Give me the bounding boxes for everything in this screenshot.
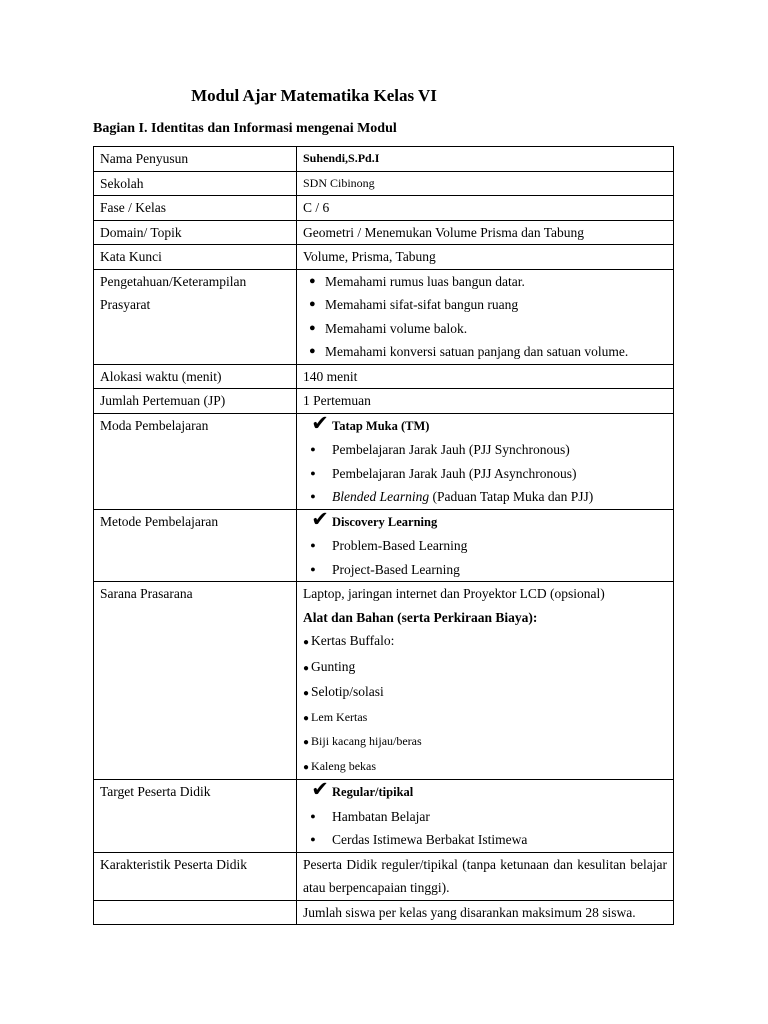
- label-cell: Sekolah: [94, 171, 297, 196]
- label-cell: Alokasi waktu (menit): [94, 364, 297, 389]
- list-item-checked: [303, 410, 667, 439]
- value-cell: Geometri / Menemukan Volume Prisma dan Tabung: [297, 220, 674, 245]
- label-cell: [94, 269, 297, 364]
- item-label: Cerdas Istimewa Berbakat Istimewa: [332, 832, 528, 847]
- list-item: ● Kertas Buffalo:: [303, 629, 667, 655]
- list-item: ● Memahami rumus luas bangun datar.: [303, 270, 667, 294]
- value-cell: [297, 269, 674, 364]
- check-icon: ✔: [311, 506, 329, 531]
- value-cell: [297, 582, 674, 780]
- row-jumlah-siswa: [94, 900, 674, 925]
- list-item: ● Memahami konversi satuan panjang dan satuan volume.: [303, 340, 667, 364]
- list-item: [303, 462, 667, 486]
- item-label: Discovery Learning: [332, 514, 438, 529]
- bullet-icon: ●: [310, 834, 316, 844]
- list-item: ● Kaleng bekas: [303, 755, 667, 780]
- item-label: (Paduan Tatap Muka dan PJJ): [432, 489, 594, 504]
- metode-list: [303, 506, 667, 582]
- row-sekolah: [94, 171, 674, 196]
- list-item: ● Biji kacang hijau/beras: [303, 730, 667, 755]
- list-item-checked: [303, 777, 667, 805]
- bullet-icon: ●: [310, 563, 316, 574]
- sarana-line: Laptop, jaringan internet dan Proyektor LCD (opsional): [303, 586, 605, 601]
- item-label: Problem-Based Learning: [332, 538, 468, 553]
- label-cell: Karakteristik Peserta Didik: [94, 852, 297, 900]
- label-cell: Fase / Kelas: [94, 196, 297, 221]
- label-cell: [94, 900, 297, 925]
- bullet-icon: ●: [310, 444, 316, 454]
- list-item: ● Memahami sifat-sifat bangun ruang: [303, 293, 667, 317]
- alat-bahan-list: [303, 629, 667, 779]
- label-cell: Target Peserta Didik: [94, 780, 297, 853]
- item-label-italic: Blended Learning: [332, 489, 430, 504]
- row-moda-pembelajaran: [94, 413, 674, 509]
- label-cell: Moda Pembelajaran: [94, 413, 297, 509]
- list-item: ● Lem Kertas: [303, 706, 667, 731]
- label-cell: Domain/ Topik: [94, 220, 297, 245]
- row-kata-kunci: [94, 245, 674, 270]
- row-sarana-prasarana: [94, 582, 674, 780]
- label-cell: Sarana Prasarana: [94, 582, 297, 780]
- value-cell: C / 6: [297, 196, 674, 221]
- document-title: Modul Ajar Matematika Kelas VI: [191, 86, 437, 105]
- label-cell: Metode Pembelajaran: [94, 509, 297, 582]
- value-cell: Suhendi,S.Pd.I: [297, 147, 674, 172]
- row-nama-penyusun: [94, 147, 674, 172]
- row-jumlah-pertemuan: [94, 389, 674, 414]
- item-label: Project-Based Learning: [332, 561, 460, 577]
- label-cell: Jumlah Pertemuan (JP): [94, 389, 297, 414]
- value-cell: [297, 506, 674, 582]
- row-alokasi-waktu: [94, 364, 674, 389]
- list-item-checked: [303, 506, 667, 535]
- prasyarat-list: [303, 270, 667, 364]
- list-item: [303, 438, 667, 462]
- row-target-peserta-didik: [94, 780, 674, 853]
- value-cell: Jumlah siswa per kelas yang disarankan maksimum 28 siswa.: [297, 900, 674, 925]
- list-item: [303, 558, 667, 582]
- value-cell: [297, 410, 674, 509]
- target-list: [303, 777, 667, 852]
- label-line: Prasyarat: [100, 297, 151, 312]
- list-item: [303, 828, 667, 852]
- value-cell: 140 menit: [297, 364, 674, 389]
- label-cell: Kata Kunci: [94, 245, 297, 270]
- alat-bahan-heading: Alat dan Bahan (serta Perkiraan Biaya):: [303, 609, 538, 625]
- section-title: Bagian I. Identitas dan Informasi mengenai Modul: [93, 121, 397, 136]
- row-fase-kelas: [94, 196, 674, 221]
- value-cell: Peserta Didik reguler/tipikal (tanpa ketunaan dan kesulitan belajar atau berpencapaian tinggi).: [297, 852, 674, 900]
- list-item: ● Selotip/solasi: [303, 680, 667, 706]
- list-item: ● Gunting: [303, 655, 667, 681]
- row-karakteristik-peserta-didik: [94, 852, 674, 900]
- list-item: [303, 534, 667, 558]
- row-prasyarat: [94, 269, 674, 364]
- label-line: Pengetahuan/Keterampilan: [100, 273, 247, 289]
- check-icon: ✔: [311, 410, 329, 435]
- item-label: Tatap Muka (TM): [332, 418, 430, 433]
- item-label: Pembelajaran Jarak Jauh (PJJ Synchronous): [332, 442, 570, 457]
- label-cell: Nama Penyusun: [94, 147, 297, 172]
- value-cell: [297, 777, 674, 853]
- list-item: [303, 805, 667, 829]
- bullet-icon: ●: [310, 810, 316, 821]
- row-domain-topik: [94, 220, 674, 245]
- value-cell: 1 Pertemuan: [297, 389, 674, 414]
- list-item: [303, 485, 667, 509]
- value-cell: SDN Cibinong: [297, 171, 674, 196]
- row-metode-pembelajaran: [94, 509, 674, 582]
- bullet-icon: ●: [310, 467, 316, 478]
- item-label: Hambatan Belajar: [332, 808, 430, 824]
- item-label: Regular/tipikal: [332, 785, 414, 799]
- module-info-table: [93, 146, 674, 925]
- check-icon: ✔: [311, 777, 329, 801]
- bullet-icon: ●: [310, 491, 316, 501]
- moda-list: [303, 410, 667, 509]
- item-label: Pembelajaran Jarak Jauh (PJJ Asynchronous): [332, 465, 577, 481]
- bullet-icon: ●: [310, 540, 316, 550]
- value-cell: Volume, Prisma, Tabung: [297, 245, 674, 270]
- list-item: ● Memahami volume balok.: [303, 317, 667, 341]
